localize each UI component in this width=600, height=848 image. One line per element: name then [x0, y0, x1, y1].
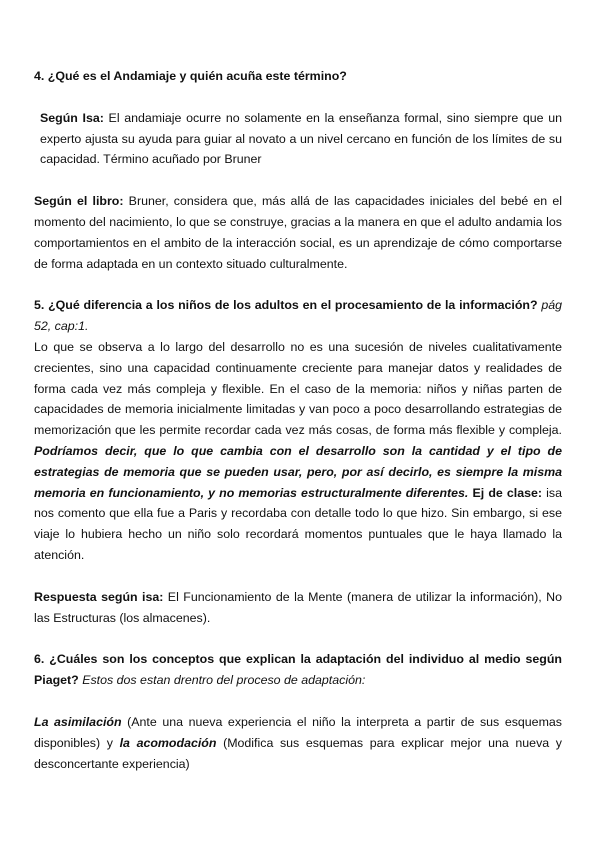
libro-answer-text: Bruner, considera que, más allá de las capacidades iniciales del bebé en el momento del nacimiento, lo que se construye, gracias a la manera en que el adulto andamia los comportamientos en el ambito de la interacción social, es un aprendizaje de cómo comportarse de forma adaptada en un contexto situado culturalmente. — [34, 194, 562, 271]
adaptation-concepts-paragraph — [34, 712, 562, 774]
question-5-heading-text: 5. ¿Qué diferencia a los niños de los adultos en el procesamiento de la información? — [34, 298, 538, 313]
class-example-label: Ej de clase: — [468, 485, 543, 500]
libro-answer-paragraph — [34, 191, 562, 274]
question-5-body-text: Lo que se observa a lo largo del desarrollo no es una sucesión de niveles cualitativamente crecientes, sino una capacidad continuamente creciente para manejar datos y realidades de forma cada vez más compleja y flexible. En el caso de la memoria: niños y niñas parten de capacidades de memoria inicialmente limitadas y van poco a poco desarrollando estrategias de memorización que les permite recordar cada vez más cosas, de forma más flexible y compleja. — [34, 339, 562, 438]
isa-response-paragraph — [34, 587, 562, 629]
document-content — [34, 66, 562, 774]
class-example-text: isa nos comento que ella fue a Paris y recordaba con detalle todo lo que hizo. Sin embargo, si ese viaje lo hubiera hecho un niño solo recordará momentos puntuales que le haya llamado la atención. — [34, 485, 562, 562]
question-6-heading-text: 6. ¿Cuáles son los conceptos que explican la adaptación del individuo al medio según Piaget? — [34, 652, 562, 688]
isa-response-label: Respuesta según isa: — [34, 589, 164, 604]
isa-answer-text: El andamiaje ocurre no solamente en la enseñanza formal, sino siempre que un experto ajusta su ayuda para guiar al novato a un nivel cercano en función de los límites de su capacidad. Término acuñado por Bruner — [40, 110, 562, 167]
isa-answer-paragraph — [34, 108, 562, 170]
question-4-heading-text: 4. ¿Qué es el Andamiaje y quién acuña este término? — [34, 69, 347, 83]
accommodation-term: la acomodación — [119, 735, 217, 750]
question-4-heading — [34, 66, 562, 87]
libro-label: Según el libro: — [34, 194, 124, 209]
question-5-reference: pág 52, cap:1. — [34, 298, 562, 334]
assimilation-term: La asimilación — [34, 714, 122, 729]
isa-label: Según Isa: — [40, 110, 104, 125]
accommodation-text: (Modifica sus esquemas para explicar mejor una nueva y desconcertante experiencia) — [34, 735, 562, 771]
question-6-note: Estos dos estan drentro del proceso de adaptación: — [78, 673, 366, 688]
question-5-body — [34, 337, 562, 566]
isa-response-text: El Funcionamiento de la Mente (manera de utilizar la información), No las Estructuras (los almacenes). — [34, 589, 562, 625]
question-5-emphasis: Podríamos decir, que lo que cambia con el desarrollo son la cantidad y el tipo de estrategias de memoria que se pueden usar, pero, por así decirlo, es siempre la misma memoria en funcionamiento, y no memorias estructuralmente diferentes. — [34, 443, 562, 500]
assimilation-text: (Ante una nueva experiencia el niño la interpreta a partir de sus esquemas disponibles) y — [34, 714, 562, 750]
question-5-heading — [34, 295, 562, 337]
question-6-heading — [34, 649, 562, 691]
